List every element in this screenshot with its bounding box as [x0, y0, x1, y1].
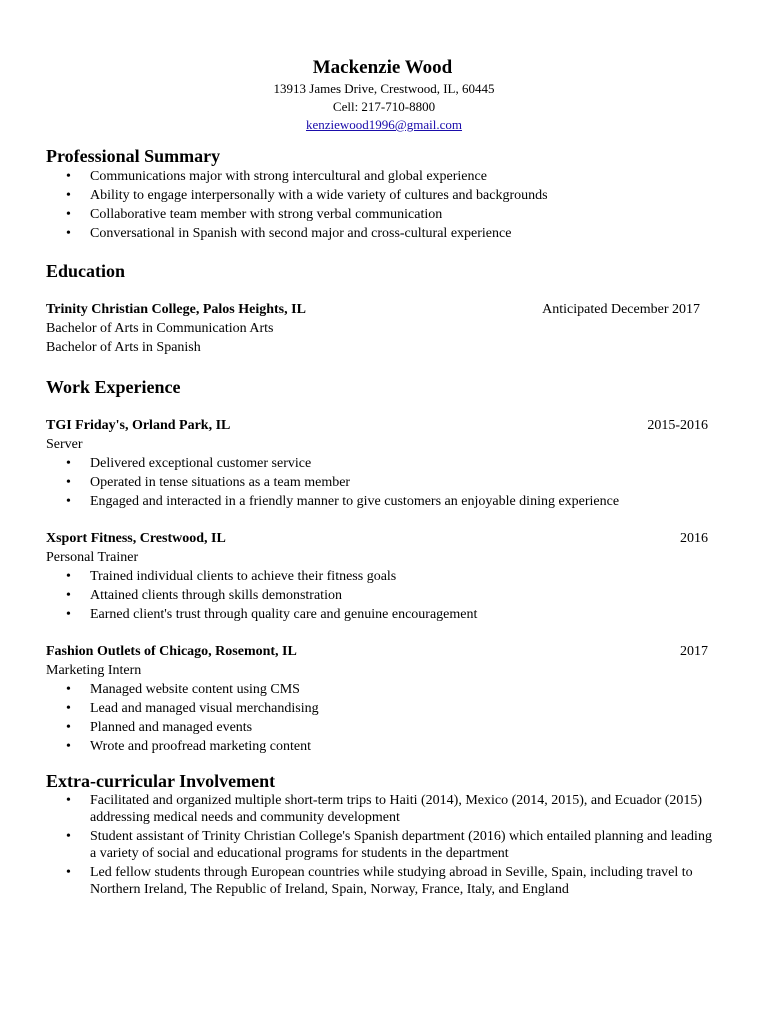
degree-line: Bachelor of Arts in Spanish — [46, 340, 201, 355]
summary-item: • Conversational in Spanish with second major and cross-cultural experience — [46, 224, 716, 243]
resume-header — [0, 56, 768, 134]
job-bullet: • Lead and managed visual merchandising — [46, 699, 716, 718]
section-title-education: Education — [46, 261, 126, 281]
extracurricular-item: • Facilitated and organized multiple short-term trips to Haiti (2014), Mexico (2014, 2015), and Ecuador (2015) addressing medical needs and community development — [46, 792, 716, 826]
job-bullet: • Trained individual clients to achieve their fitness goals — [46, 567, 716, 586]
summary-list — [46, 167, 716, 243]
job-date: 2016 — [680, 531, 708, 546]
candidate-name: Mackenzie Wood — [312, 57, 453, 78]
professional-summary-section — [46, 145, 716, 243]
job-role: Personal Trainer — [46, 550, 139, 565]
job-entry-head — [46, 529, 716, 548]
job-bullet: • Wrote and proofread marketing content — [46, 737, 716, 756]
employer-name: Fashion Outlets of Chicago, Rosemont, IL — [46, 644, 297, 659]
degree-line: Bachelor of Arts in Communication Arts — [46, 321, 274, 336]
job-bullet: • Managed website content using CMS — [46, 680, 716, 699]
job-entry-head — [46, 416, 716, 435]
job-bullet: • Engaged and interacted in a friendly manner to give customers an enjoyable dining experience — [46, 492, 716, 511]
section-title-professional-summary: Professional Summary — [46, 146, 221, 166]
job-bullet: • Earned client's trust through quality care and genuine encouragement — [46, 605, 716, 624]
summary-item: • Ability to engage interpersonally with a wide variety of cultures and backgrounds — [46, 186, 716, 205]
extracurricular-item: • Student assistant of Trinity Christian College's Spanish department (2016) which entailed planning and leading a variety of social and educational programs for students in the department — [46, 828, 716, 862]
education-entry-head — [46, 300, 716, 319]
job-date: 2017 — [680, 644, 708, 659]
school-name: Trinity Christian College, Palos Heights, IL — [46, 302, 306, 317]
job-bullet: • Delivered exceptional customer service — [46, 454, 716, 473]
job-role: Server — [46, 437, 83, 452]
extracurricular-section — [46, 770, 716, 898]
summary-item: • Communications major with strong intercultural and global experience — [46, 167, 716, 186]
education-section — [46, 260, 716, 357]
job-bullet: • Attained clients through skills demonstration — [46, 586, 716, 605]
job-bullets — [46, 680, 716, 756]
employer-name: TGI Friday's, Orland Park, IL — [46, 418, 231, 433]
education-date: Anticipated December 2017 — [542, 302, 700, 317]
employer-name: Xsport Fitness, Crestwood, IL — [46, 531, 226, 546]
job-date: 2015-2016 — [647, 418, 708, 433]
job-entry-head — [46, 642, 716, 661]
summary-item: • Collaborative team member with strong verbal communication — [46, 205, 716, 224]
job-bullet: • Planned and managed events — [46, 718, 716, 737]
job-bullet: • Operated in tense situations as a team member — [46, 473, 716, 492]
section-title-extracurricular: Extra-curricular Involvement — [46, 771, 276, 791]
extracurricular-list — [46, 792, 716, 898]
email-link[interactable]: kenziewood1996@gmail.com — [305, 117, 463, 132]
job-bullets — [46, 567, 716, 624]
extracurricular-item: • Led fellow students through European countries while studying abroad in Seville, Spain, including travel to Northern Ireland, The Republic of Ireland, Spain, Norway, France, Italy, and England — [46, 864, 716, 898]
phone-line: Cell: 217-710-8800 — [332, 99, 436, 114]
work-experience-section — [46, 376, 716, 756]
address-line: 13913 James Drive, Crestwood, IL, 60445 — [273, 81, 495, 96]
section-title-work-experience: Work Experience — [46, 377, 181, 397]
job-role: Marketing Intern — [46, 663, 142, 678]
job-bullets — [46, 454, 716, 511]
